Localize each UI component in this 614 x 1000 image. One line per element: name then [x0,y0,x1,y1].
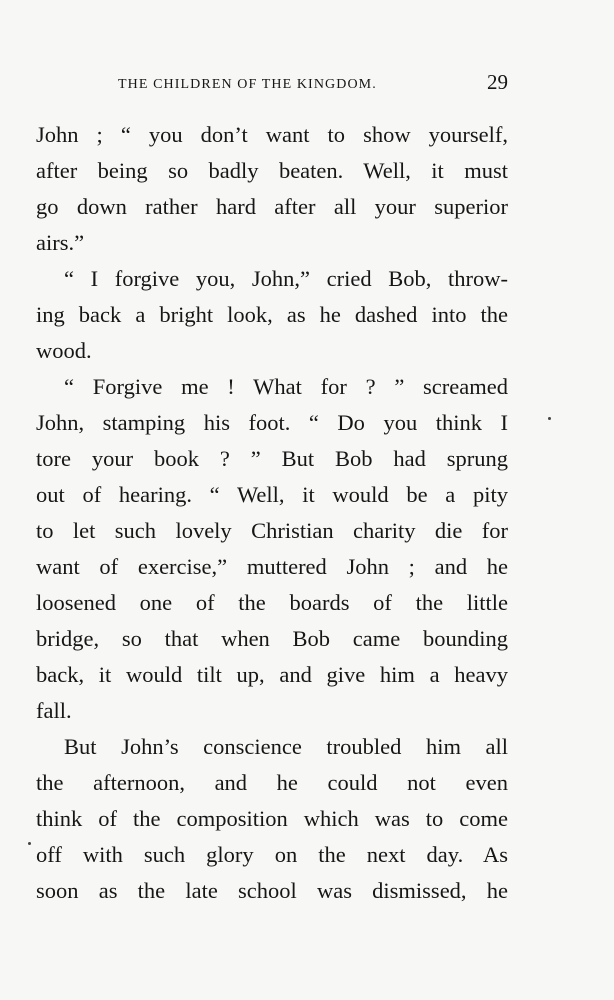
text-line-19: the afternoon, and he could not even [36,770,508,795]
text-line-16: back, it would tilt up, and give him a heavy [36,662,508,687]
text-line-15: bridge, so that when Bob came bounding [36,626,508,651]
text-line-12: to let such lovely Christian charity die for [36,518,508,543]
text-line-13: want of exercise,” muttered John ; and he [36,554,508,579]
text-line-11: out of hearing. “ Well, it would be a pity [36,482,508,507]
paper-speck [548,417,551,420]
text-line-7: wood. [36,338,92,363]
text-line-10: tore your book ? ” But Bob had sprung [36,446,508,471]
text-line-1: John ; “ you don’t want to show yourself, [36,122,508,147]
text-line-17: fall. [36,698,72,723]
text-line-2: after being so badly beaten. Well, it must [36,158,508,183]
text-line-20: think of the composition which was to come [36,806,508,831]
text-line-22: soon as the late school was dismissed, he [36,878,508,903]
running-head [36,70,508,100]
text-line-21: off with such glory on the next day. As [36,842,508,867]
text-line-8: “ Forgive me ! What for ? ” screamed [64,374,508,399]
text-line-9: John, stamping his foot. “ Do you think I [36,410,508,435]
text-line-4: airs.” [36,230,85,255]
text-line-3: go down rather hard after all your superior [36,194,508,219]
text-line-18: But John’s conscience troubled him all [64,734,508,759]
page-number: 29 [487,70,508,94]
text-line-6: ing back a bright look, as he dashed into the [36,302,508,327]
paper-speck [28,842,31,845]
text-line-14: loosened one of the boards of the little [36,590,508,615]
running-title: THE CHILDREN OF THE KINGDOM. [118,77,377,92]
text-line-5: “ I forgive you, John,” cried Bob, throw- [64,266,508,291]
